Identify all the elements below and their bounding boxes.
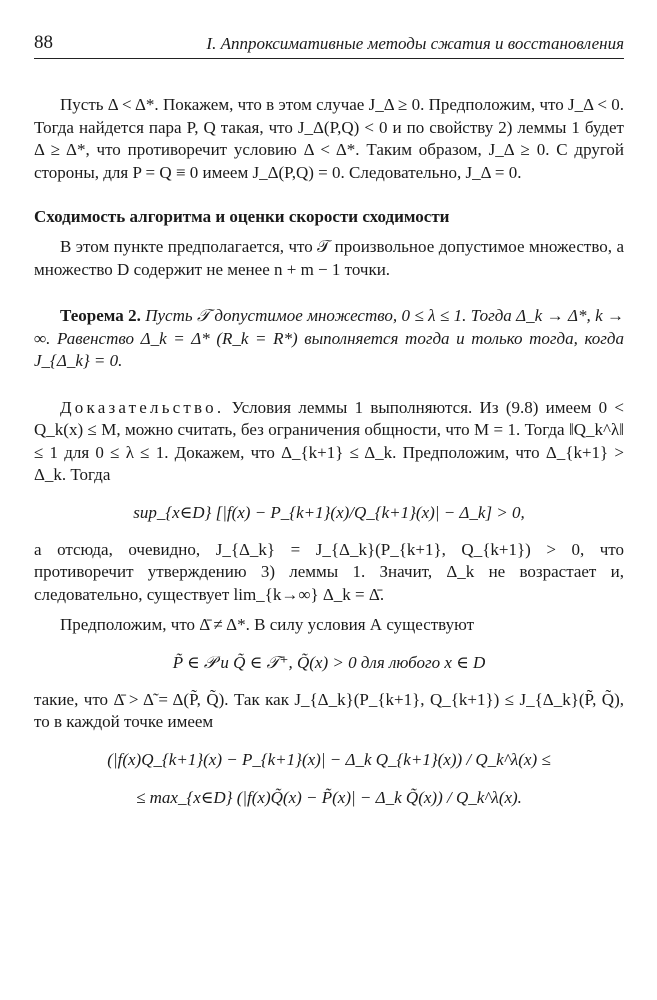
- theorem-2: [34, 305, 624, 373]
- paragraph-4: Предположим, что Δ̄ ≠ Δ*. В силу условия А существуют: [60, 615, 475, 634]
- formula-inequality-right: ≤ max_{x∈D} (|f(x)Q̃(x) − P̃(x)| − Δ_k Q̃(x)) / Q_k^λ(x).: [136, 787, 522, 807]
- paragraph-2: В этом пункте предполагается, что 𝒯 произвольное допустимое множество, а множество D содержит не менее n + m − 1 точки.: [34, 237, 624, 279]
- paragraph-3: а отсюда, очевидно, J_{Δ_k} = J_{Δ_k}(P_{k+1}, Q_{k+1}) > 0, что противоречит утверждению 3) леммы 1. Значит, Δ_k не возрастает и, следовательно, существует lim_{k→∞} Δ_k = Δ̄.: [34, 539, 624, 604]
- page-header: [34, 28, 624, 59]
- paragraph-5: такие, что Δ̄ > Δ̃ = Δ(P̃, Q̃). Так как J_{Δ_k}(P_{k+1}, Q_{k+1}) ≤ J_{Δ_k}(P̃, Q̃), то в каждой точке имеем: [34, 689, 624, 731]
- page-content: [34, 94, 624, 824]
- page-number: 88: [34, 32, 53, 53]
- proof-text: Условия леммы 1 выполняются. Из (9.8) имеем 0 < Q_k(x) ≤ M, можно считать, без ограничения общности, что M = 1. Тогда ‖Q_k^λ‖ ≤ 1 для 0 ≤ λ ≤ 1. Докажем, что Δ_{k+1} ≤ Δ_k. Предположим, что Δ_{k+1} > Δ_k. Тогда: [34, 397, 624, 484]
- proof-paragraph: [34, 397, 624, 487]
- proof-label: Доказательство.: [60, 397, 225, 417]
- paragraph-1: Пусть Δ < Δ*. Покажем, что в этом случае J_Δ ≥ 0. Предположим, что J_Δ < 0. Тогда найдется пара P, Q такая, что J_Δ(P,Q) < 0 и по свойству 2) леммы 1 будет Δ ≥ Δ*, что противоречит условию Δ < Δ*. Таким образом, J_Δ ≥ 0. С другой стороны, для P = Q ≡ 0 имеем J_Δ(P,Q) = 0. Следовательно, J_Δ = 0.: [34, 95, 624, 182]
- formula-inequality-left: (|f(x)Q_{k+1}(x) − P_{k+1}(x)| − Δ_k Q_{k+1}(x)) / Q_k^λ(x) ≤: [107, 749, 551, 769]
- theorem-body: Пусть 𝒯 допустимое множество, 0 ≤ λ ≤ 1. Тогда Δ_k → Δ*, k → ∞. Равенство Δ_k = Δ* (R_k = R*) выполняется тогда и только тогда, когда J_{Δ_k} = 0.: [34, 306, 625, 370]
- theorem-label: Теорема 2.: [60, 306, 141, 325]
- formula-sup: sup_{x∈D} [|f(x) − P_{k+1}(x)/Q_{k+1}(x)| − Δ_k] > 0,: [133, 502, 525, 522]
- section-heading: Сходимость алгоритма и оценки скорости сходимости: [34, 207, 450, 226]
- running-head: I. Аппроксимативные методы сжатия и восстановления: [206, 34, 624, 53]
- formula-existence: P̃ ∈ 𝒫 и Q̃ ∈ 𝒯⁺, Q̃(x) > 0 для любого x ∈ D: [172, 652, 486, 672]
